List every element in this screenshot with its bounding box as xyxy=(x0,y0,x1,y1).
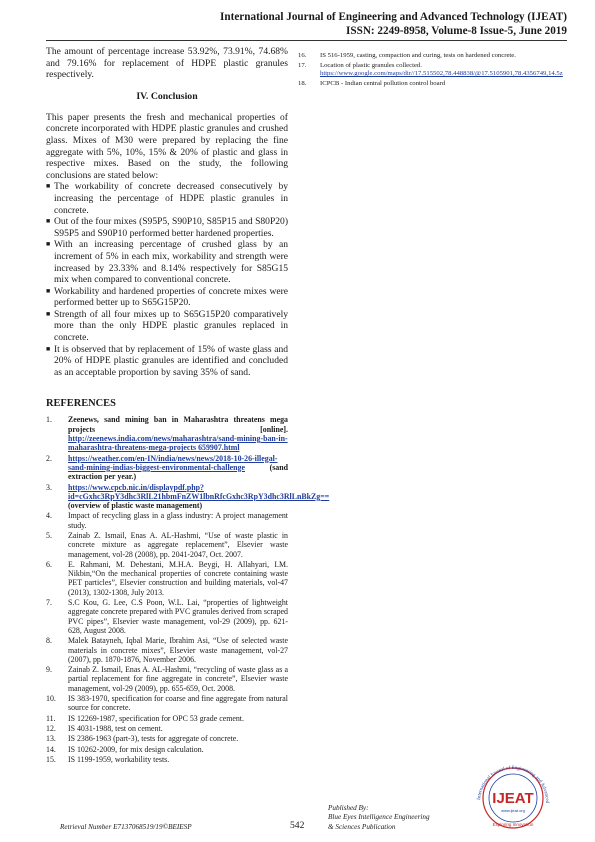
bullet-icon: ■ xyxy=(46,217,51,226)
publisher-name-line2: & Sciences Publication xyxy=(328,822,396,831)
publisher-block xyxy=(328,804,430,832)
bullet-icon: ■ xyxy=(46,344,51,353)
ijeat-logo xyxy=(470,760,556,830)
references-heading: REFERENCES xyxy=(46,398,116,410)
reference-item: 3. https://www.cpcb.nic.in/displaypdf.php?id=cGxhc3RpY3dhc3RlL21hbmFnZW1lbnRfcGxhc3RpY3dhc3RlLnBkZg== (overview of plastic waste management) xyxy=(46,482,330,511)
journal-issn: ISSN: 2249-8958, Volume-8 Issue-5, June 2019 xyxy=(346,25,567,37)
bullet-icon: ■ xyxy=(46,286,51,295)
bullet-item: ■ With an increasing percentage of crushed glass by an increment of 5% in each mix, workability and strength were increased by 23.33% and 8.14% respectively for S85G15 mix when compared to conventional concrete. xyxy=(46,239,288,286)
reference-link[interactable]: https://www.cpcb.nic.in/displaypdf.php?id=cGxhc3RpY3dhc3RlL21hbmFnZW1lbnRfcGxhc3RpY3dhc3RlLnBkZg== xyxy=(68,482,330,501)
conclusion-heading: IV. Conclusion xyxy=(136,90,198,102)
conclusion-paragraph: This paper presents the fresh and mechanical properties of concrete incorporated with HDPE plastic granules and crushed glass. Mixes of M30 were prepared by replacing the fine aggregate with 5%, 10%, 15% & 20% of plastic and glass in respective mixes. Based on the study, the following conclusions are stated below: xyxy=(46,111,288,181)
right-column xyxy=(298,52,563,90)
bullet-icon: ■ xyxy=(46,182,51,191)
reference-item: 5. Zainab Z. Ismail, Enas A. AL-Hashmi, “Use of waste plastic in concrete mixture as aggregate replacement”, Elsevier waste management, vol-28 (2008), pp. 2041-2047, Oct. 2007. xyxy=(46,531,288,559)
conclusion-bullet-list xyxy=(46,181,288,378)
bullet-item: ■ The workability of concrete decreased consecutively by increasing the percentage of HDPE plastic granules in concrete. xyxy=(46,181,288,216)
reference-item: 6. E. Rahmani, M. Dehestani, M.H.A. Beygi, H. Allahyari, I.M. Nikbin,“On the mechanical properties of concrete containing waste PET particles”, Elsevier construction and building materials, vol-47 (2013), 1302-1308, July 2013. xyxy=(46,559,288,597)
header-divider xyxy=(46,40,567,41)
bullet-item: ■ Strength of all four mixes up to S65G15P20 comparatively more than the only HDPE plastic granules replaced in concrete. xyxy=(46,308,288,344)
retrieval-number: Retrieval Number E7137068519/19©BEIESP xyxy=(60,823,192,831)
bullet-item: ■ Out of the four mixes (S95P5, S90P10, S85P15 and S80P20) S95P5 and S90P10 performed better hardened properties. xyxy=(46,216,288,239)
reference-item: 17. Location of plastic granules collected. https://www.google.com/maps/dir//17.515502,78.448838/@17.5105901,78.4356749,14.5z xyxy=(298,62,563,78)
logo-ring-text: International Journal of Engineering and Advanced xyxy=(477,765,550,804)
intro-paragraph: The amount of percentage increase 53.92%, 73.91%, 74.68% and 79.16% for replacement of HDPE plastic granules respectively. xyxy=(46,46,288,81)
reference-item: 7. S.C Kou, G. Lee, C.S Poon, W.L. Lai, “properties of lightweight aggregate concrete prepared with PVC granules derived from scraped PVC pipes”, Elsevier waste management, vol-29 (2009), pp. 621-628, August 2008. xyxy=(46,598,288,635)
bullet-icon: ■ xyxy=(46,240,51,249)
logo-text: IJEAT xyxy=(492,790,534,807)
reference-item: 11. IS 12269-1987, specification for OPC 53 grade cement. xyxy=(46,713,244,723)
reference-link[interactable]: https://weather.com/en-IN/india/news/news/2018-10-26-illegal-sand-mining-indias-biggest-environmental-challenge xyxy=(68,453,278,472)
reference-item: 18. ICPCB - Indian central pollution control board xyxy=(298,80,446,88)
reference-item: 13. IS 2386-1963 (part-3), tests for aggregate of concrete. xyxy=(46,734,239,744)
reference-item: 9. Zainab Z. Ismail, Enas A. AL-Hashmi, “recycling of waste glass as a partial replacement for fine aggregate in concrete”, Elsevier waste management, vol-29 (2009), pp. 655-659, Oct. 2008. xyxy=(46,665,288,693)
reference-item: 15. IS 1199-1959, workability tests. xyxy=(46,754,170,764)
logo-tagline: Exploring Innovation xyxy=(492,822,534,827)
published-by-label: Published By: xyxy=(328,804,369,812)
bullet-icon: ■ xyxy=(46,309,51,318)
reference-item: 10. IS 383-1970, specification for coarse and fine aggregate from natural source for concrete. xyxy=(46,694,288,713)
logo-url: www.ijeat.org xyxy=(501,808,525,813)
journal-title: International Journal of Engineering and Advanced Technology (IJEAT) xyxy=(220,11,567,23)
page-number: 542 xyxy=(290,820,305,831)
reference-link[interactable]: http://zeenews.india.com/news/maharashtra/sand-mining-ban-in-maharashtra-threatens-mega-projects 659907.html xyxy=(68,434,288,453)
reference-item: 1. Zeenews, sand mining ban in Maharashtra threatens mega projects [online]. http://zeenews.india.com/news/maharashtra/sand-mining-ban-in-maharashtra-threatens-mega-projects 659907.html xyxy=(46,415,288,453)
reference-item: 14. IS 10262-2009, for mix design calculation. xyxy=(46,744,204,754)
reference-item: 16. IS 516-1959, casting, compaction and curing, tests on hardened concrete. xyxy=(298,52,516,59)
reference-item: 12. IS 4031-1988, test on cement. xyxy=(46,723,163,733)
publisher-name-line1: Blue Eyes Intelligence Engineering xyxy=(328,813,430,822)
bullet-item: ■ It is observed that by replacement of 15% of waste glass and 20% of HDPE plastic granules are identified and concluded as an acceptable proportion by saving 35% of sand. xyxy=(46,343,288,378)
reference-link[interactable]: https://www.google.com/maps/dir//17.515502,78.448838/@17.5105901,78.4356749,14.5z xyxy=(320,70,563,78)
bullet-item: ■ Workability and hardened properties of concrete mixes were performed better up to S65G15P20. xyxy=(46,285,288,309)
reference-item: 2. https://weather.com/en-IN/india/news/news/2018-10-26-illegal-sand-mining-indias-biggest-environmental-challenge (sand extraction per year.) xyxy=(46,453,288,482)
left-column xyxy=(46,46,330,765)
reference-item: 8. Malek Batayneh, Iqbal Marie, Ibrahim Asi, “Use of selected waste materials in concrete mixes”, Elsevier waste management, vol-27 (2007), pp. 1870-1876, November 2006. xyxy=(46,636,288,664)
reference-item: 4. Impact of recycling glass in a glass industry: A project management study. xyxy=(46,511,288,530)
references-list xyxy=(46,415,330,764)
